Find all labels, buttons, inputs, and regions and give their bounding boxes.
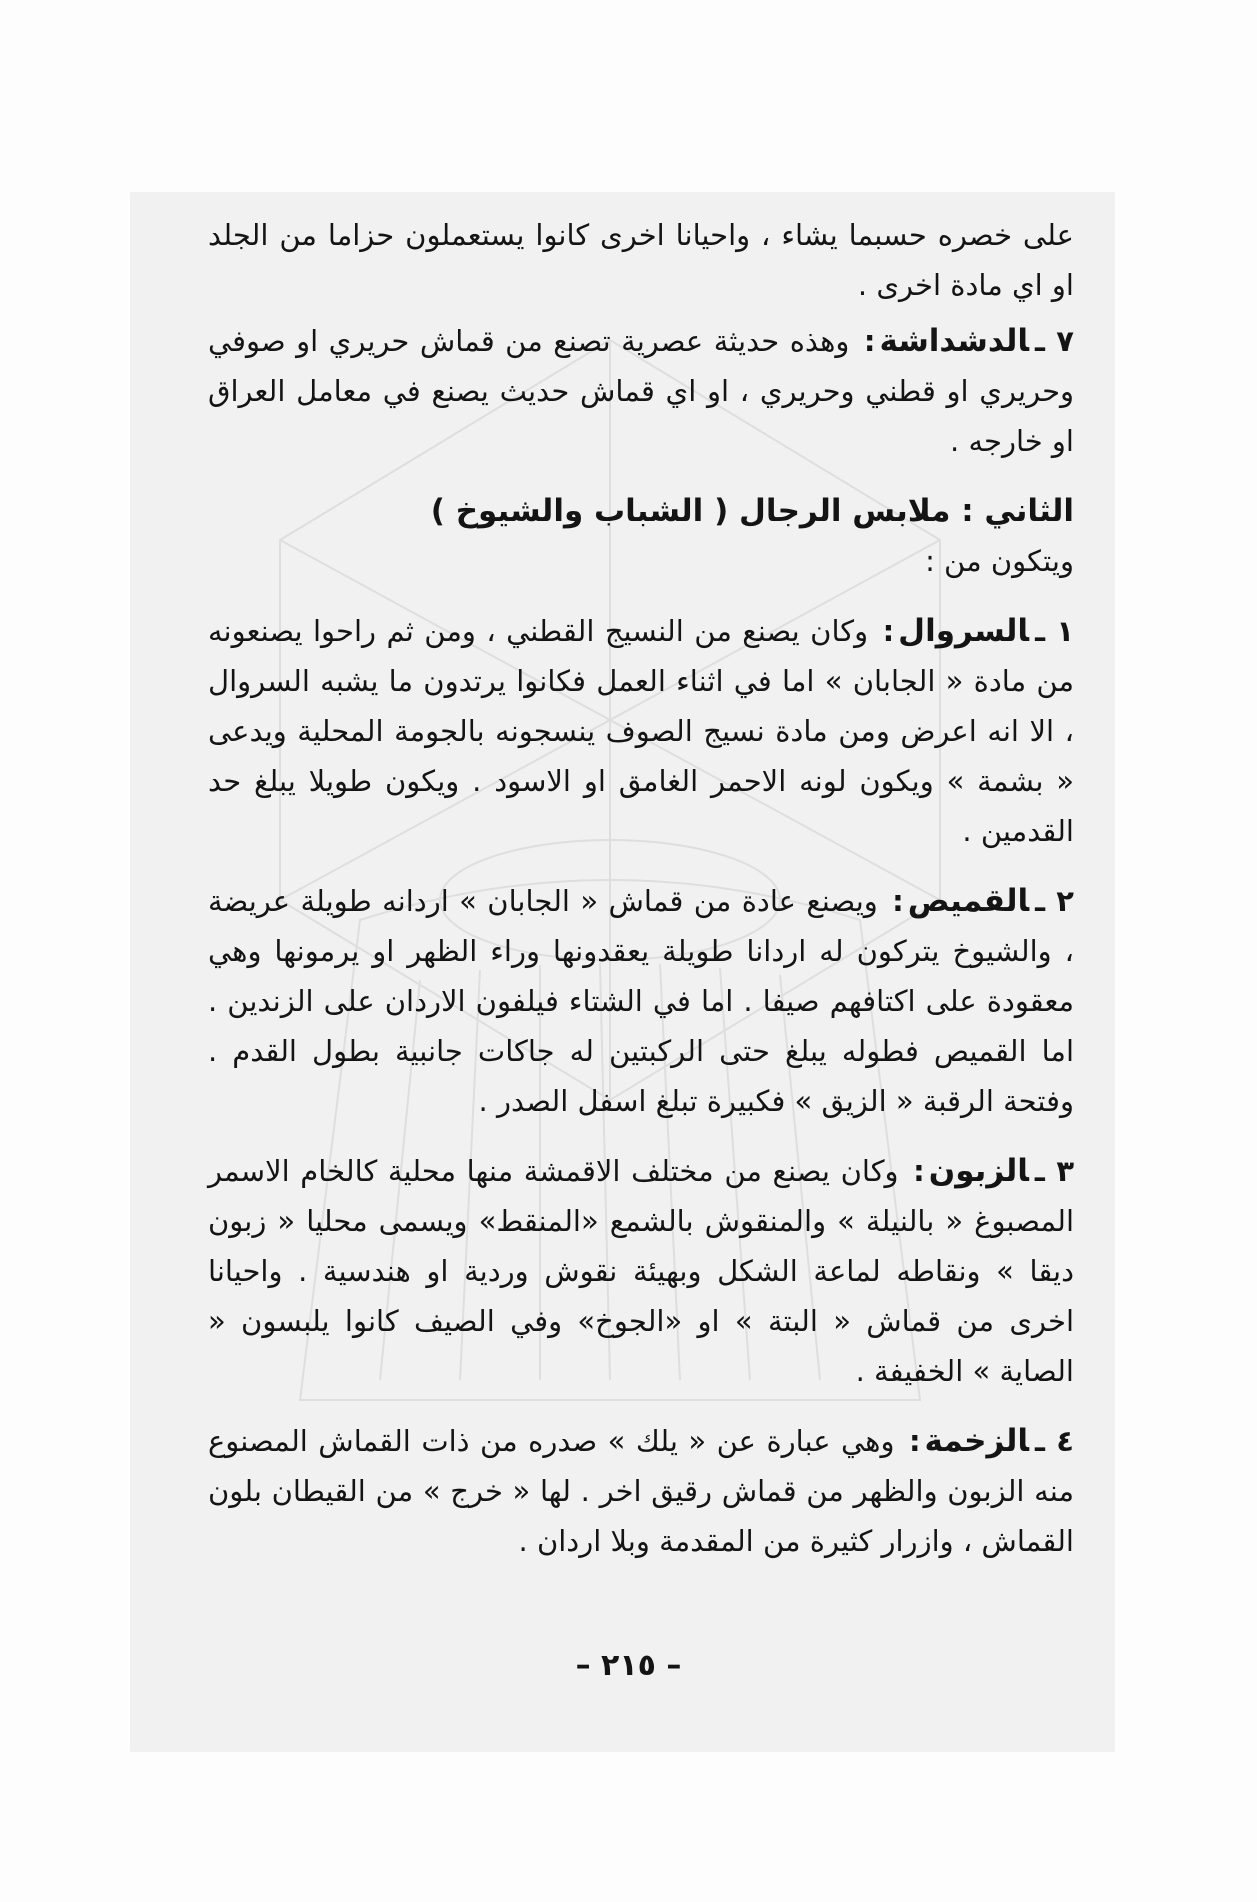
item-2-colon: :	[892, 884, 904, 918]
intro-text: على خصره حسبما يشاء ، واحيانا اخرى كانوا يستعملون حزاما من الجلد او اي مادة اخرى .	[208, 218, 1074, 302]
page-body	[208, 210, 1074, 1586]
item-3-text: وكان يصنع من مختلف الاقمشة منها محلية كالخام الاسمر المصبوغ « بالنيلة » والمنقوش بالشمع «المنقط» ويسمى محليا « زبون ديقا » ونقاطه لماعة الشكل وبهيئة نقوش وردية او هندسية . واحيانا اخرى من قماش « البتة » او «الجوخ» وفي الصيف كانوا يلبسون « الصاية » الخفيفة .	[208, 1154, 1074, 1388]
item-2-paragraph	[208, 876, 1074, 1126]
page-number: – ٢١٥ –	[575, 1648, 682, 1683]
item-7-paragraph	[208, 316, 1074, 466]
item-4-paragraph	[208, 1416, 1074, 1566]
section-heading: الثاني : ملابس الرجال ( الشباب والشيوخ )	[430, 493, 1074, 529]
item-1-colon: :	[882, 614, 895, 648]
item-7-text: وهذه حديثة عصرية تصنع من قماش حريري او صوفي وحريري او قطني وحريري ، او اي قماش حديث يصنع في معامل العراق او خارجه .	[208, 324, 1074, 458]
item-2-title: القميص	[907, 883, 1030, 919]
item-4-text: وهي عبارة عن « يلك » صدره من ذات القماش المصنوع منه الزبون والظهر من قماش رقيق اخر . لها « خرج » من القيطان بلون القماش ، وازرار كثيرة من المقدمة وبلا اردان .	[208, 1424, 1074, 1558]
item-1-paragraph	[208, 606, 1074, 856]
intro-paragraph	[208, 210, 1074, 310]
item-7-number: ٧ ـ	[1035, 324, 1074, 358]
item-2-text: ويصنع عادة من قماش « الجابان » اردانه طويلة عريضة ، والشيوخ يتركون له اردانا طويلة يعقدونها وراء الظهر او يرمونها وهي معقودة على اكتافهم صيفا . اما في الشتاء فيلفون الاردان على الزندين . اما القميص فطوله يبلغ حتى الركبتين له جاكات جانبية بطول القدم . وفتحة الرقبة « الزيق » فكبيرة تبلغ اسفل الصدر .	[208, 884, 1074, 1118]
item-2-number: ٢ ـ	[1035, 884, 1074, 918]
item-1-text: وكان يصنع من النسيج القطني ، ومن ثم راحوا يصنعونه من مادة « الجابان » اما في اثناء العمل فكانوا يرتدون ما يشبه السروال ، الا انه اعرض ومن مادة نسيج الصوف ينسجونه بالجومة المحلية ويدعى « بشمة » ويكون لونه الاحمر الغامق او الاسود . ويكون طويلا يبلغ حد القدمين .	[208, 614, 1074, 848]
section-subline: ويتكون من :	[925, 544, 1074, 578]
item-7-colon: :	[863, 324, 876, 358]
item-4-colon: :	[908, 1424, 921, 1458]
item-3-paragraph	[208, 1146, 1074, 1396]
item-4-number: ٤ ـ	[1035, 1424, 1074, 1458]
item-3-title: الزبون	[928, 1153, 1029, 1189]
item-1-title: السروال	[898, 613, 1030, 649]
item-4-title: الزخمة	[924, 1423, 1030, 1459]
item-1-number: ١ ـ	[1035, 614, 1075, 648]
item-3-colon: :	[913, 1154, 925, 1188]
item-7-title: الدشداشة	[879, 323, 1030, 359]
item-3-number: ٣ ـ	[1034, 1154, 1075, 1188]
